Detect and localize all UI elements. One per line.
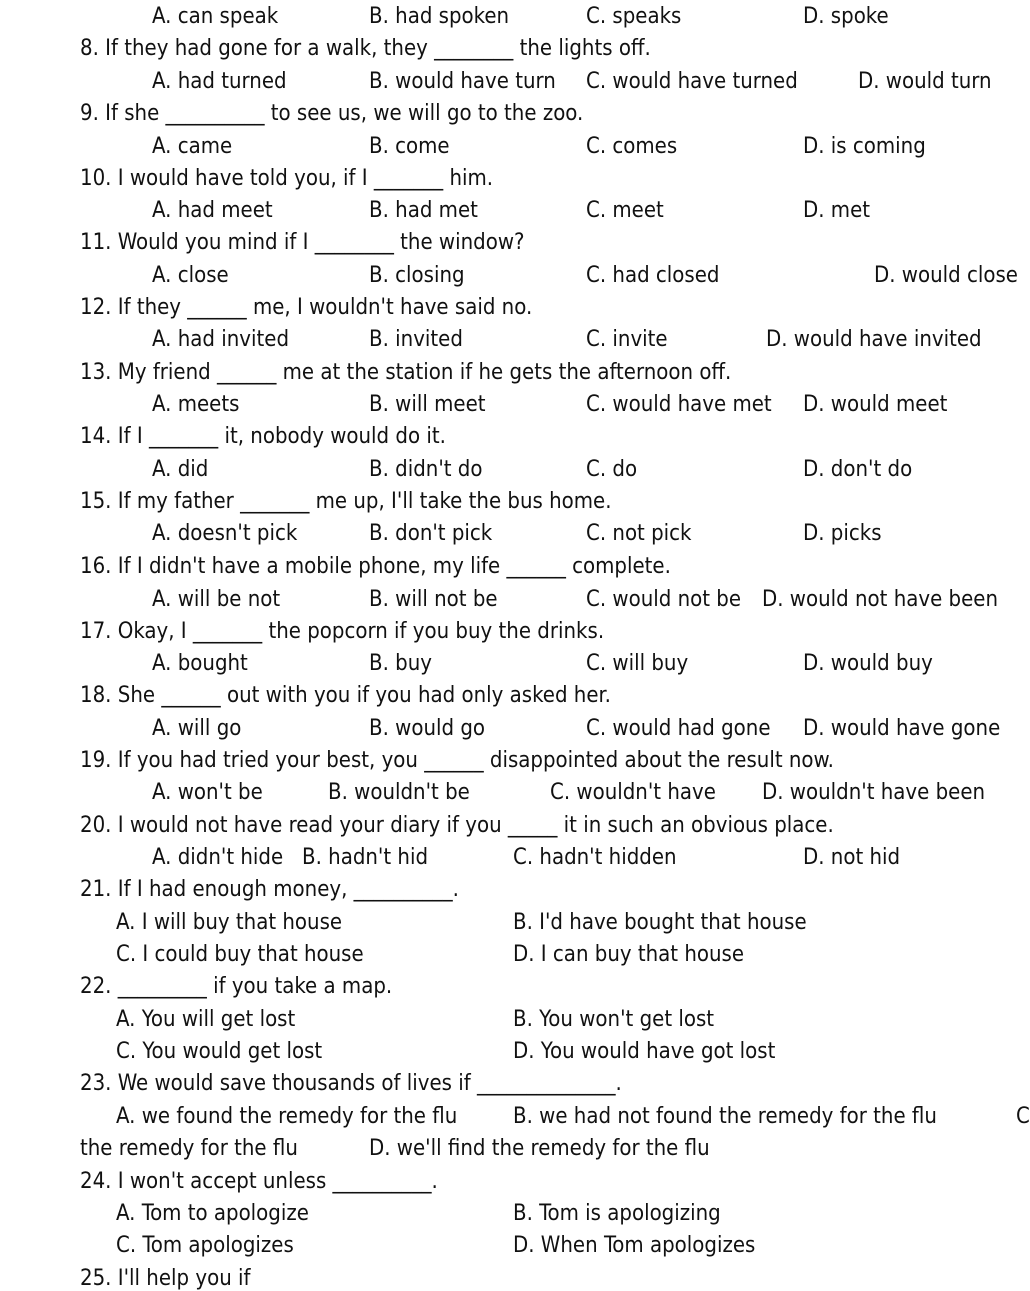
q18-option-a: A. will go bbox=[152, 716, 242, 741]
q7-option-c: C. speaks bbox=[586, 4, 682, 29]
question-19: 19. If you had tried your best, you ______ disappointed about the result now. bbox=[80, 748, 834, 773]
q14-option-a: A. did bbox=[152, 457, 209, 482]
q17-option-a: A. bought bbox=[152, 651, 248, 676]
q22-option-d: D. You would have got lost bbox=[513, 1039, 776, 1064]
q22-option-c: C. You would get lost bbox=[116, 1039, 323, 1064]
question-13: 13. My friend ______ me at the station if he gets the afternoon off. bbox=[80, 360, 732, 385]
question-17: 17. Okay, I _______ the popcorn if you buy the drinks. bbox=[80, 619, 605, 644]
question-16: 16. If I didn't have a mobile phone, my life ______ complete. bbox=[80, 554, 671, 579]
q15-option-c: C. not pick bbox=[586, 521, 692, 546]
question-14: 14. If I _______ it, nobody would do it. bbox=[80, 424, 446, 449]
q16-option-a: A. will be not bbox=[152, 587, 281, 612]
q19-option-c: C. wouldn't have bbox=[550, 780, 716, 805]
q18-option-b: B. would go bbox=[369, 716, 486, 741]
q24-option-c: C. Tom apologizes bbox=[116, 1233, 294, 1258]
q20-option-d: D. not hid bbox=[803, 845, 901, 870]
q19-option-b: B. wouldn't be bbox=[328, 780, 470, 805]
q16-option-b: B. will not be bbox=[369, 587, 498, 612]
question-9: 9. If she __________ to see us, we will go to the zoo. bbox=[80, 101, 584, 126]
question-18: 18. She ______ out with you if you had only asked her. bbox=[80, 683, 611, 708]
q11-option-d: D. would close bbox=[874, 263, 1018, 288]
q18-option-c: C. would had gone bbox=[586, 716, 771, 741]
question-24: 24. I won't accept unless __________. bbox=[80, 1169, 438, 1194]
q10-option-c: C. meet bbox=[586, 198, 664, 223]
question-12: 12. If they ______ me, I wouldn't have said no. bbox=[80, 295, 533, 320]
question-25: 25. I'll help you if bbox=[80, 1266, 251, 1291]
q8-option-d: D. would turn bbox=[858, 69, 992, 94]
q18-option-d: D. would have gone bbox=[803, 716, 1001, 741]
q8-option-a: A. had turned bbox=[152, 69, 287, 94]
q10-option-b: B. had met bbox=[369, 198, 478, 223]
q12-option-b: B. invited bbox=[369, 327, 463, 352]
q23-option-c-cutoff: C bbox=[1016, 1104, 1030, 1129]
q13-option-c: C. would have met bbox=[586, 392, 772, 417]
q7-option-d: D. spoke bbox=[803, 4, 889, 29]
q24-option-a: A. Tom to apologize bbox=[116, 1201, 309, 1226]
q8-option-c: C. would have turned bbox=[586, 69, 798, 94]
q13-option-b: B. will meet bbox=[369, 392, 486, 417]
q11-option-c: C. had closed bbox=[586, 263, 720, 288]
q16-option-c: C. would not be bbox=[586, 587, 742, 612]
q24-option-b: B. Tom is apologizing bbox=[513, 1201, 721, 1226]
q8-option-b: B. would have turn bbox=[369, 69, 556, 94]
q22-option-a: A. You will get lost bbox=[116, 1007, 296, 1032]
q22-option-b: B. You won't get lost bbox=[513, 1007, 715, 1032]
q15-option-a: A. doesn't pick bbox=[152, 521, 298, 546]
question-8: 8. If they had gone for a walk, they ________ the lights off. bbox=[80, 36, 651, 61]
q15-option-b: B. don't pick bbox=[369, 521, 493, 546]
q17-option-d: D. would buy bbox=[803, 651, 933, 676]
q21-option-b: B. I'd have bought that house bbox=[513, 910, 807, 935]
q23-option-a: A. we found the remedy for the flu bbox=[116, 1104, 458, 1129]
q23-option-d: D. we'll find the remedy for the flu bbox=[369, 1136, 710, 1161]
q7-option-b: B. had spoken bbox=[369, 4, 510, 29]
q19-option-a: A. won't be bbox=[152, 780, 263, 805]
q20-option-b: B. hadn't hid bbox=[302, 845, 429, 870]
q17-option-c: C. will buy bbox=[586, 651, 689, 676]
q12-option-c: C. invite bbox=[586, 327, 668, 352]
question-23: 23. We would save thousands of lives if ______________. bbox=[80, 1071, 622, 1096]
q14-option-d: D. don't do bbox=[803, 457, 913, 482]
question-10: 10. I would have told you, if I _______ him. bbox=[80, 166, 494, 191]
q9-option-a: A. came bbox=[152, 134, 233, 159]
q15-option-d: D. picks bbox=[803, 521, 882, 546]
q20-option-c: C. hadn't hidden bbox=[513, 845, 677, 870]
q9-option-d: D. is coming bbox=[803, 134, 926, 159]
q9-option-c: C. comes bbox=[586, 134, 678, 159]
q11-option-b: B. closing bbox=[369, 263, 465, 288]
q10-option-d: D. met bbox=[803, 198, 871, 223]
q19-option-d: D. wouldn't have been bbox=[762, 780, 986, 805]
q23-option-b: B. we had not found the remedy for the flu bbox=[513, 1104, 937, 1129]
q21-option-c: C. I could buy that house bbox=[116, 942, 364, 967]
q14-option-c: C. do bbox=[586, 457, 638, 482]
q10-option-a: A. had meet bbox=[152, 198, 273, 223]
q12-option-a: A. had invited bbox=[152, 327, 290, 352]
q24-option-d: D. When Tom apologizes bbox=[513, 1233, 756, 1258]
q12-option-d: D. would have invited bbox=[766, 327, 982, 352]
question-21: 21. If I had enough money, __________. bbox=[80, 877, 459, 902]
q9-option-b: B. come bbox=[369, 134, 450, 159]
q21-option-a: A. I will buy that house bbox=[116, 910, 343, 935]
question-20: 20. I would not have read your diary if you _____ it in such an obvious place. bbox=[80, 813, 834, 838]
question-15: 15. If my father _______ me up, I'll take the bus home. bbox=[80, 489, 612, 514]
q16-option-d: D. would not have been bbox=[762, 587, 999, 612]
q21-option-d: D. I can buy that house bbox=[513, 942, 745, 967]
q13-option-a: A. meets bbox=[152, 392, 240, 417]
q7-option-a: A. can speak bbox=[152, 4, 279, 29]
q17-option-b: B. buy bbox=[369, 651, 432, 676]
question-11: 11. Would you mind if I ________ the window? bbox=[80, 230, 525, 255]
q14-option-b: B. didn't do bbox=[369, 457, 483, 482]
q20-option-a: A. didn't hide bbox=[152, 845, 284, 870]
question-22: 22. _________ if you take a map. bbox=[80, 974, 393, 999]
q13-option-d: D. would meet bbox=[803, 392, 948, 417]
q11-option-a: A. close bbox=[152, 263, 229, 288]
q23-option-c-continued: the remedy for the flu bbox=[80, 1136, 298, 1161]
